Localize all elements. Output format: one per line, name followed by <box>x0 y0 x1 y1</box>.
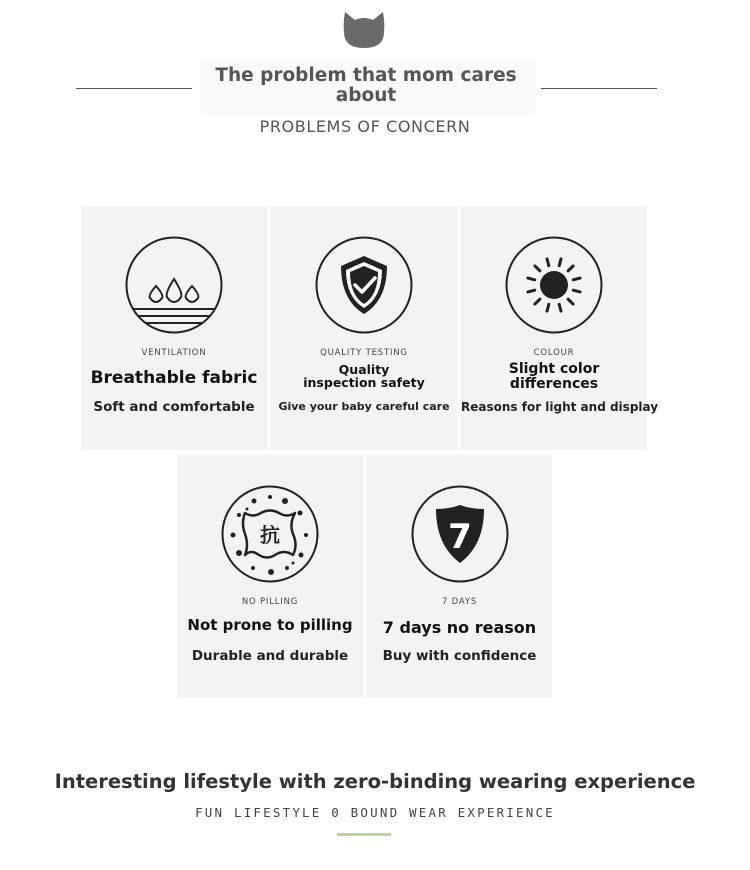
feature-heading: Breathable fabric <box>90 368 258 388</box>
feature-description: Durable and durable <box>191 648 349 664</box>
feature-card-no-pilling <box>177 455 363 698</box>
sun-ray <box>559 259 561 266</box>
sun-ray <box>547 259 549 266</box>
feature-tag: QUALITY TESTING <box>320 348 408 358</box>
feature-tag: NO PILLING <box>241 597 299 607</box>
sun-ray <box>559 304 561 311</box>
header-rule-left <box>76 88 192 89</box>
section-title: Interesting lifestyle with zero-binding wearing experience <box>54 770 696 793</box>
sun-ray <box>528 290 535 292</box>
feature-tag: COLOUR <box>533 348 575 358</box>
feature-tag: 7 DAYS <box>441 597 478 607</box>
water-drops-icon <box>125 236 223 334</box>
feature-heading: 7 days no reason <box>382 618 537 637</box>
sun-ray <box>573 290 580 292</box>
page-subtitle: PROBLEMS OF CONCERN <box>259 117 471 136</box>
sun-ray <box>568 299 573 304</box>
feature-description: Give your baby careful care <box>278 400 450 413</box>
seven-days-shield-icon <box>411 485 509 583</box>
sun-ray <box>535 299 540 304</box>
feature-card-7-days <box>367 455 552 698</box>
svg-text:抗: 抗 <box>260 523 280 547</box>
sun-icon <box>505 236 603 334</box>
feature-heading: Slight color differences <box>508 361 600 392</box>
shield-check-icon <box>315 236 413 334</box>
sun-ray <box>547 304 549 311</box>
sun-ray <box>535 266 540 271</box>
sun-ray <box>528 278 535 280</box>
feature-card-colour <box>461 206 659 450</box>
cat-head-icon <box>343 10 385 50</box>
feature-description: Soft and comfortable <box>93 399 255 415</box>
section-subtitle: FUN LIFESTYLE 0 BOUND WEAR EXPERIENCE <box>195 805 555 820</box>
header-rule-right <box>541 88 657 89</box>
feature-heading: Not prone to pilling <box>187 616 353 634</box>
page-title: The problem that mom cares about <box>215 65 517 106</box>
svg-text:7: 7 <box>447 517 472 557</box>
feature-card-ventilation <box>81 206 267 450</box>
feature-description: Reasons for light and display <box>461 400 659 414</box>
feature-card-quality-testing <box>271 206 457 450</box>
sun-ray <box>568 266 573 271</box>
accent-underline <box>337 833 391 836</box>
feature-tag: VENTILATION <box>141 348 207 358</box>
sun-ray <box>573 278 580 280</box>
feature-description: Buy with confidence <box>382 648 537 664</box>
anti-pilling-icon <box>221 485 319 583</box>
feature-heading: Quality inspection safety <box>303 362 425 390</box>
